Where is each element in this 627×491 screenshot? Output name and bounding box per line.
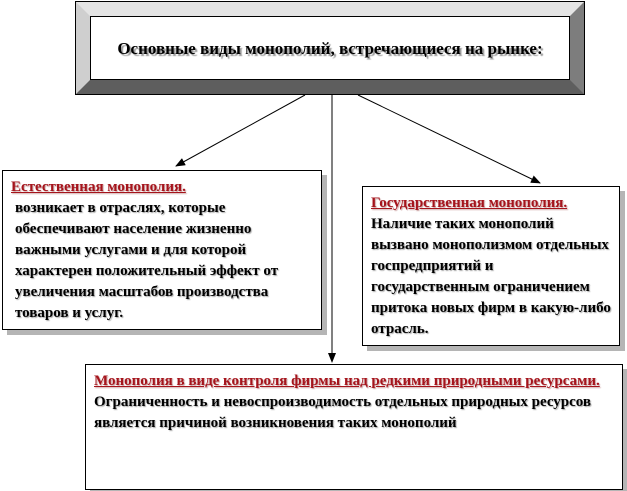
state-monopoly-text: Наличие таких монополий вызвано монополизмом отдельных госпредприятий и государственным ограничением притока новых фирм в какую-либо отрасль. bbox=[371, 216, 611, 337]
diagram-title: Основные виды монополий, встречающиеся на рынке: bbox=[90, 16, 570, 80]
natural-monopoly-heading: Естественная монополия. bbox=[11, 179, 186, 195]
arrow-to-natural-monopoly bbox=[176, 95, 305, 166]
state-monopoly-box bbox=[362, 186, 620, 346]
state-monopoly-heading: Государственная монополия. bbox=[371, 195, 568, 211]
arrow-to-state-monopoly bbox=[358, 95, 540, 183]
resource-monopoly-text: Ограниченность и невоспроизводимость отдельных природных ресурсов является причиной возникновения таких монополий bbox=[94, 394, 592, 431]
title-box bbox=[76, 2, 584, 94]
natural-monopoly-box bbox=[2, 170, 322, 330]
natural-monopoly-text: возникает в отраслях, которые обеспечивают население жизненно важными услугами и для которой характерен положительный эффект от увеличения масштабов производства товаров и услуг. bbox=[15, 200, 279, 321]
resource-monopoly-box bbox=[85, 364, 623, 490]
resource-monopoly-heading: Монополия в виде контроля фирмы над редкими природными ресурсами. bbox=[94, 373, 600, 389]
